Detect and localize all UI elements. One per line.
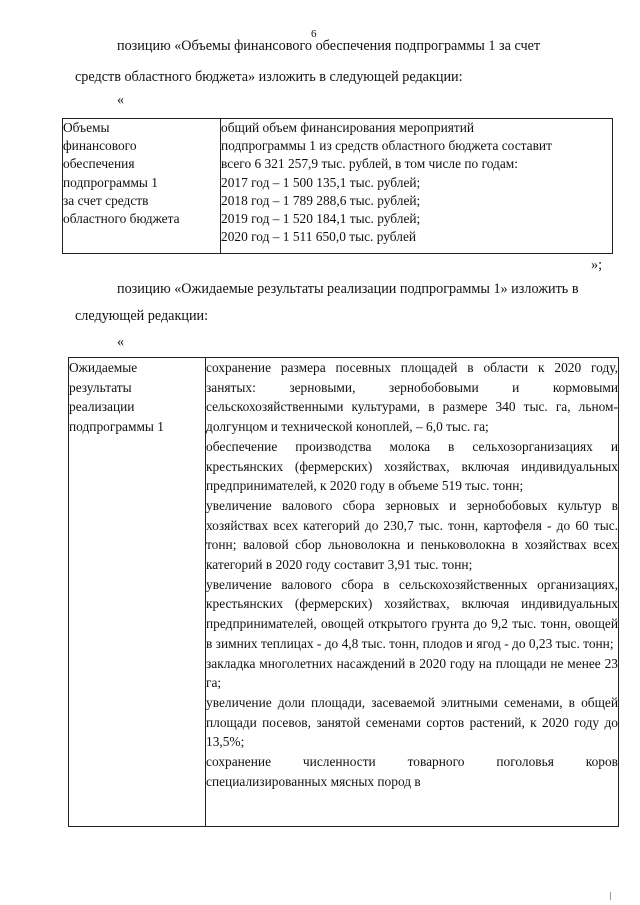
result-item: увеличение доли площади, засеваемой элитными семенами, в общей площади посевов, занятой семенами сортов растений, к 2020 году до 13,5%; (206, 694, 618, 750)
opening-quote-2: « (117, 334, 125, 350)
result-item: сохранение численности товарного поголовья коров специализированных мясных пород в (206, 754, 618, 789)
table1-left-line: финансового (63, 138, 137, 154)
result-item: увеличение валового сбора в сельскохозяйственных организациях, крестьянских (фермерских) хозяйствах, включая индивидуальных предпринимателей, овощей открытого грунта до 9,2 тыс. тонн, овощей в зимних теплицах - до 4,8 тыс. тонн, плодов и ягод - до 0,23 тыс. тонн; (206, 576, 618, 651)
table1-right-line: 2018 год – 1 789 288,6 тыс. рублей; (221, 192, 421, 208)
table1-right-line: общий объем финансирования мероприятий (221, 120, 475, 135)
closing-quote: »; (591, 257, 603, 273)
result-item: сохранение размера посевных площадей в области к 2020 году, занятых: зерновыми, зернобобовыми и кормовыми сельскохозяйственными культурами, в размере 340 тыс. га, льном-долгунцом и технической коноплей, – 6,0 тыс. га; (206, 360, 618, 435)
table1-right-line: подпрограммы 1 из средств областного бюджета составит (221, 138, 552, 154)
scan-mark (610, 892, 611, 900)
table2-right-cell (206, 358, 619, 827)
table2-left-line: подпрограммы 1 (69, 419, 164, 435)
table1-right-line: 2020 год – 1 511 650,0 тыс. рублей (221, 229, 417, 245)
paragraph-2-line-1: позицию «Ожидаемые результаты реализации подпрограммы 1» изложить в (117, 281, 579, 297)
table-expected-results (68, 357, 619, 827)
table-funding-volumes (62, 118, 613, 254)
paragraph-1-line-2: средств областного бюджета» изложить в следующей редакции: (75, 69, 463, 85)
table2-left-line: Ожидаемые (69, 360, 138, 375)
table1-right-line: 2019 год – 1 520 184,1 тыс. рублей; (221, 211, 421, 227)
table1-right-line: 2017 год – 1 500 135,1 тыс. рублей; (221, 174, 421, 190)
table1-left-line: областного бюджета (63, 211, 180, 227)
result-item: увеличение валового сбора зерновых и зернобобовых культур в хозяйствах всех категорий до 230,7 тыс. тонн, картофеля - до 60 тыс. тонн; валовой сбор льноволокна и пеньковолокна в хозяйствах всех категорий в 2020 году составит 3,91 тыс. тонн; (206, 497, 618, 573)
table2-left-line: реализации (69, 399, 135, 415)
result-item: закладка многолетних насаждений в 2020 году на площади не менее 23 га; (206, 655, 618, 691)
table2-left-cell (69, 358, 206, 827)
table1-right-line: всего 6 321 257,9 тыс. рублей, в том числе по годам: (221, 156, 518, 172)
paragraph-2-line-2: следующей редакции: (75, 308, 209, 324)
table1-right-cell (221, 119, 613, 254)
table1-left-line: обеспечения (63, 156, 135, 172)
table1-left-line: подпрограммы 1 (63, 174, 158, 190)
table1-left-line: Объемы (63, 120, 110, 135)
table1-left-cell (63, 119, 221, 254)
table1-left-line: за счет средств (63, 192, 149, 208)
table2-left-line: результаты (69, 379, 132, 395)
page-number: 6 (311, 28, 317, 40)
paragraph-1-line-1: позицию «Объемы финансового обеспечения подпрограммы 1 за счет (117, 38, 541, 54)
opening-quote-1: « (117, 92, 125, 108)
result-item: обеспечение производства молока в сельхозорганизациях и крестьянских (фермерских) хозяйствах, включая индивидуальных предпринимателей, к 2020 году в объеме 519 тыс. тонн; (206, 438, 618, 494)
